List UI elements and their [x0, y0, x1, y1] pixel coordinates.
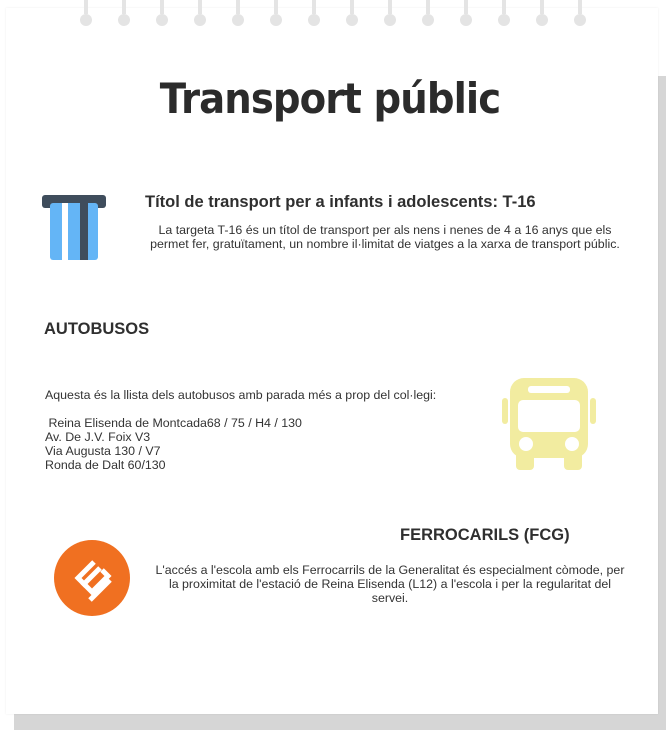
list-item: Ronda de Dalt 60/130 [45, 458, 166, 472]
fcg-description: L'accés a l'escola amb els Ferrocarrils de la Generalitat és especialment còmode, per la proximitat de l'estació de Reina Elisenda (L12) a l'escola i per la regularitat del servei. [155, 563, 625, 605]
page-title: Transport públic [159, 74, 501, 123]
fgc-logo-icon [54, 540, 130, 616]
autobusos-intro: Aquesta és la llista dels autobusos amb parada més a prop del col·legi: [45, 388, 437, 402]
ticket-card-icon [42, 195, 106, 261]
autobusos-heading: AUTOBUSOS [44, 320, 150, 338]
t16-description: La targeta T-16 és un títol de transport per als nens i nenes de 4 a 16 anys que els permet fer, gratuïtament, un nombre il·limitat de viatges a la xarxa de transport públic. [150, 223, 620, 251]
bus-lines-list [45, 416, 302, 472]
fcg-heading: FERROCARILS (FCG) [400, 526, 570, 544]
list-item: Via Augusta 130 / V7 [45, 444, 161, 458]
t16-heading: Títol de transport per a infants i adolescents: T-16 [145, 193, 536, 211]
bus-icon [502, 378, 596, 470]
list-item: Reina Elisenda de Montcada68 / 75 / H4 / 130 [45, 416, 302, 430]
notebook-rings [0, 0, 672, 40]
list-item: Av. De J.V. Foix V3 [45, 430, 151, 444]
